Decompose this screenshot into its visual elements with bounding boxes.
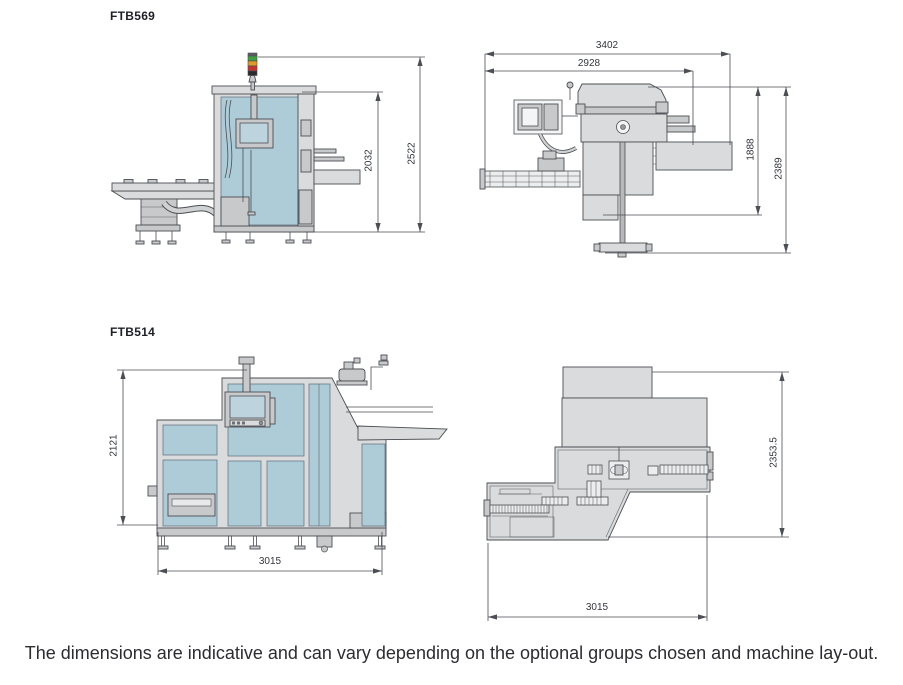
side-nozzle: [148, 486, 157, 496]
dim-ftb569-body-depth: 1888: [745, 138, 757, 161]
ftb514-side-view-drawing: [95, 348, 465, 588]
dim-ftb569-total-length: 3402: [595, 40, 619, 51]
conveyor-feet: [136, 231, 176, 244]
ftb514-top-view-drawing: [478, 353, 803, 628]
ftb514-label: FTB514: [110, 325, 156, 339]
machine-feet: [158, 536, 385, 552]
dim-ftb569-inner-height: 2032: [363, 149, 375, 172]
dim-ftb514-side-length: 3015: [258, 556, 282, 567]
machine-body-top: [484, 367, 713, 540]
cabinet-feet: [222, 232, 311, 243]
ftb569-side-view-drawing: [100, 40, 440, 250]
signal-tower-icon: [248, 53, 257, 90]
infeed-conveyor-top: [480, 151, 580, 189]
main-cabinet: [212, 86, 316, 232]
hmi-screen-top: [514, 100, 578, 152]
hmi-panel: [225, 357, 275, 427]
infeed-conveyor: [112, 180, 218, 245]
ftb569-label: FTB569: [110, 9, 156, 23]
dim-ftb514-total-height: 2121: [108, 434, 120, 457]
beacon-top-icon: [567, 82, 573, 100]
dim-ftb514-top-length: 3015: [585, 602, 609, 613]
dim-ftb514-total-depth: 2353.5: [768, 437, 780, 468]
dim-ftb569-total-height: 2522: [406, 142, 418, 165]
vacuum-pump-unit: [337, 355, 388, 390]
dimension-3015-side: [158, 532, 382, 575]
outfeed-table: [346, 407, 447, 440]
dim-ftb569-total-depth: 2389: [773, 157, 785, 180]
footer-note: The dimensions are indicative and can vary depending on the optional groups chosen and machine lay-out.: [24, 643, 879, 663]
outfeed-beam: [314, 149, 360, 184]
dim-ftb569-body-length: 2928: [577, 58, 601, 69]
machine-body-top: [576, 84, 732, 220]
